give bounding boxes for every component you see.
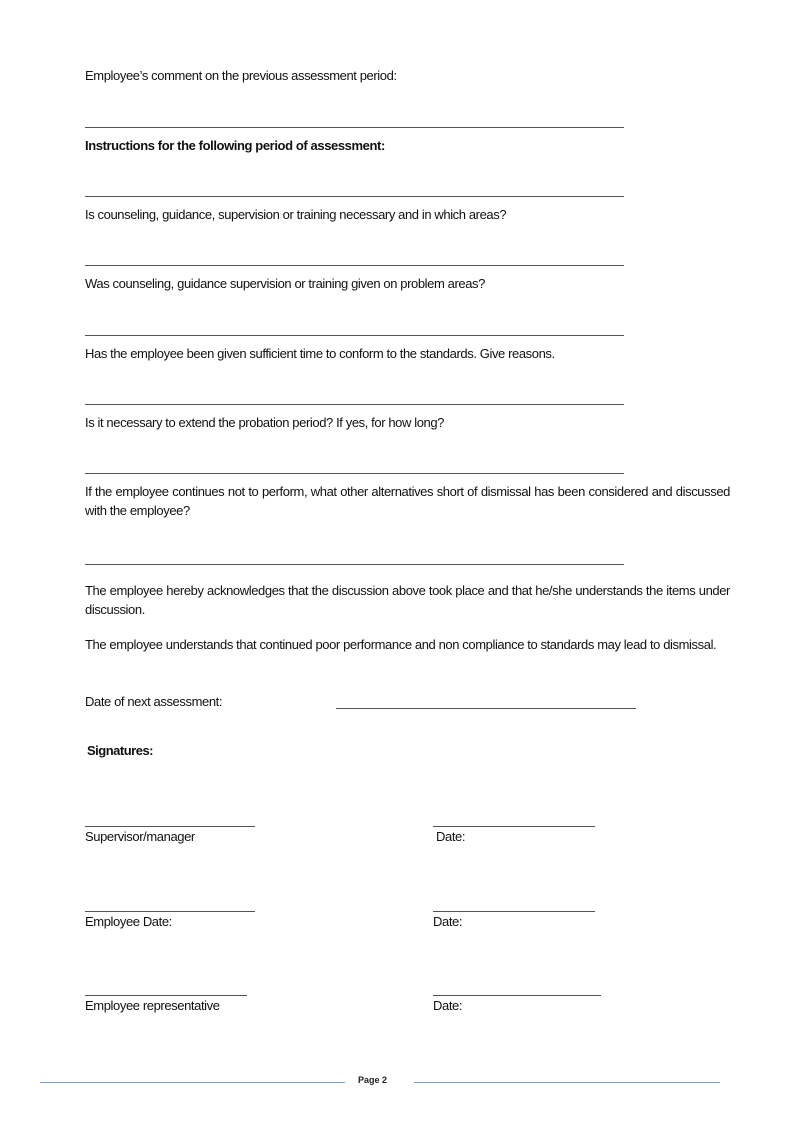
representative-date-label: Date: [433,998,463,1013]
representative-signature-label: Employee representative [85,998,220,1013]
question-alternatives-to-dismissal: If the employee continues not to perform, what other alternatives short of dismissal has been considered and discussed with the employee? [85,484,730,518]
representative-signature-line[interactable] [85,995,247,996]
page-number: Page 2 [357,1075,388,1085]
answer-line-4[interactable] [85,335,624,336]
supervisor-date-line[interactable] [433,826,595,827]
acknowledgement-discussion: The employee hereby acknowledges that the discussion above took place and that he/she understands the items under discussion. [85,583,730,617]
answer-line-3[interactable] [85,265,624,266]
question-sufficient-time: Has the employee been given sufficient time to conform to the standards. Give reasons. [85,346,555,361]
employee-signature-label: Employee Date: [85,914,172,929]
answer-line-1[interactable] [85,127,624,128]
employee-date-label: Date: [433,914,463,929]
footer-rule-right [414,1082,720,1083]
acknowledgement-dismissal: The employee understands that continued poor performance and non compliance to standards may lead to dismissal. [85,637,717,652]
next-assessment-label: Date of next assessment: [85,694,223,709]
employee-signature-line[interactable] [85,911,255,912]
question-previous-period-comment: Employee’s comment on the previous assessment period: [85,68,397,83]
representative-date-line[interactable] [433,995,601,996]
signatures-heading: Signatures: [87,743,154,758]
answer-line-5[interactable] [85,404,624,405]
employee-date-line[interactable] [433,911,595,912]
supervisor-date-label: Date: [436,829,466,844]
next-assessment-date-line[interactable] [336,708,636,709]
supervisor-signature-line[interactable] [85,826,255,827]
supervisor-signature-label: Supervisor/manager [85,829,195,844]
answer-line-2[interactable] [85,196,624,197]
question-counseling-given: Was counseling, guidance supervision or training given on problem areas? [85,276,485,291]
answer-line-6[interactable] [85,473,624,474]
footer-rule-left [40,1082,345,1083]
question-instructions-next-period: Instructions for the following period of assessment: [85,138,385,153]
answer-line-7[interactable] [85,564,624,565]
question-extend-probation: Is it necessary to extend the probation period? If yes, for how long? [85,415,445,430]
question-counseling-necessary: Is counseling, guidance, supervision or training necessary and in which areas? [85,207,507,222]
